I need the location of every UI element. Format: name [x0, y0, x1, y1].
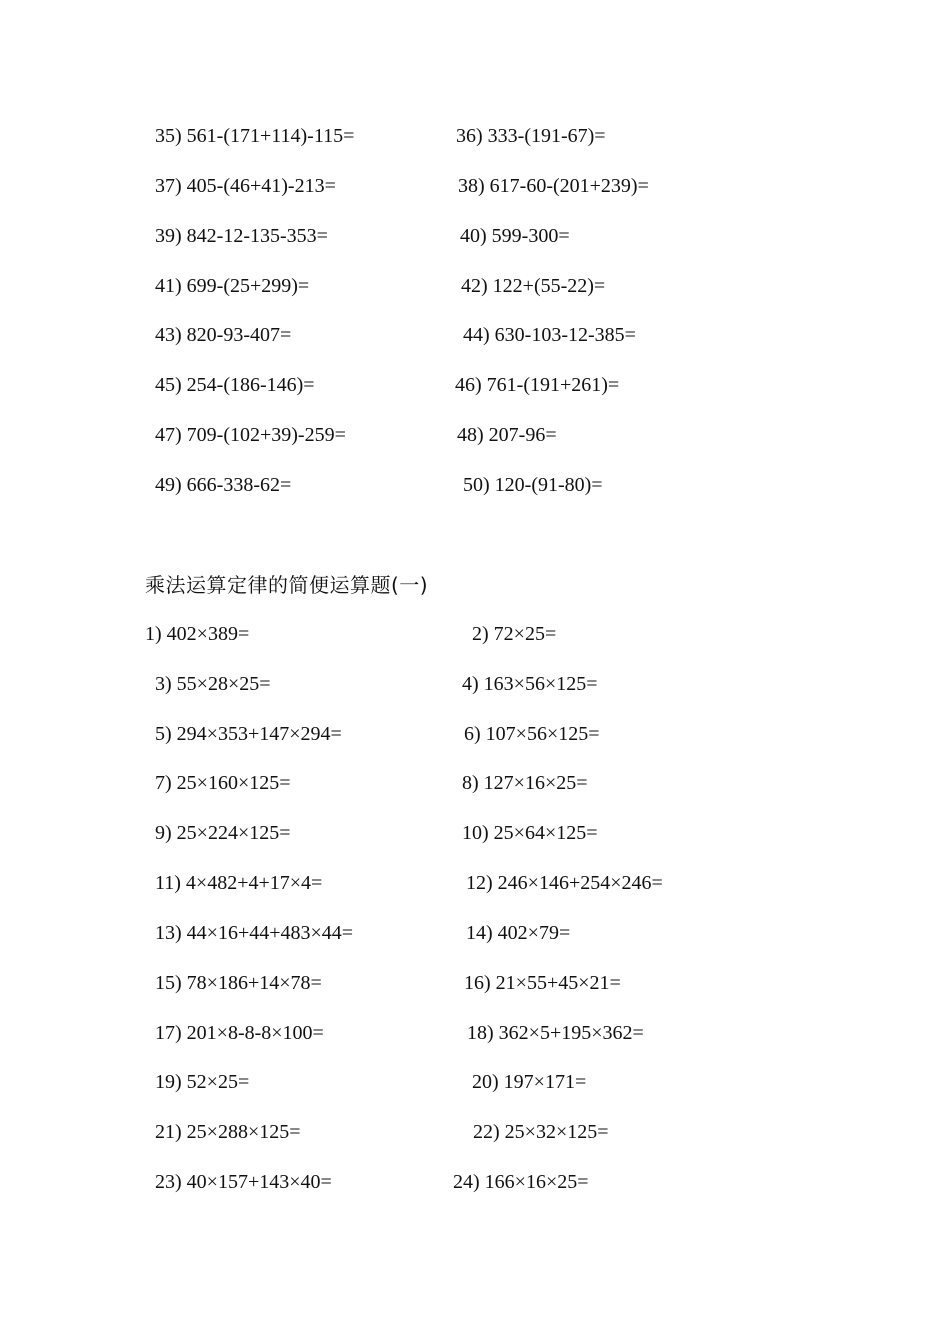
- mult-problem-8: 8) 127×16×25=: [462, 772, 588, 794]
- mult-problem-12: 12) 246×146+254×246=: [466, 872, 663, 894]
- problem-46: 46) 761-(191+261)=: [455, 374, 620, 396]
- problem-40: 40) 599-300=: [460, 225, 570, 247]
- mult-problem-17: 17) 201×8-8-8×100=: [155, 1022, 324, 1044]
- problem-44: 44) 630-103-12-385=: [463, 324, 636, 346]
- mult-problem-14: 14) 402×79=: [466, 922, 571, 944]
- problem-43: 43) 820-93-407=: [155, 324, 292, 346]
- mult-problem-24: 24) 166×16×25=: [453, 1171, 589, 1193]
- mult-problem-16: 16) 21×55+45×21=: [464, 972, 621, 994]
- problem-37: 37) 405-(46+41)-213=: [155, 175, 336, 197]
- problem-42: 42) 122+(55-22)=: [461, 275, 606, 297]
- mult-problem-20: 20) 197×171=: [472, 1071, 587, 1093]
- mult-problem-2: 2) 72×25=: [472, 623, 557, 645]
- problem-38: 38) 617-60-(201+239)=: [458, 175, 649, 197]
- mult-problem-11: 11) 4×482+4+17×4=: [155, 872, 323, 894]
- problem-48: 48) 207-96=: [457, 424, 557, 446]
- mult-problem-13: 13) 44×16+44+483×44=: [155, 922, 354, 944]
- mult-problem-21: 21) 25×288×125=: [155, 1121, 301, 1143]
- mult-problem-1: 1) 402×389=: [145, 623, 250, 645]
- mult-problem-4: 4) 163×56×125=: [462, 673, 598, 695]
- problem-35: 35) 561-(171+114)-115=: [155, 125, 355, 147]
- mult-problem-19: 19) 52×25=: [155, 1071, 250, 1093]
- problem-47: 47) 709-(102+39)-259=: [155, 424, 346, 446]
- mult-problem-6: 6) 107×56×125=: [464, 723, 600, 745]
- problem-41: 41) 699-(25+299)=: [155, 275, 310, 297]
- mult-problem-23: 23) 40×157+143×40=: [155, 1171, 332, 1193]
- mult-problem-5: 5) 294×353+147×294=: [155, 723, 342, 745]
- problem-39: 39) 842-12-135-353=: [155, 225, 328, 247]
- problem-36: 36) 333-(191-67)=: [456, 125, 606, 147]
- mult-problem-9: 9) 25×224×125=: [155, 822, 291, 844]
- problem-49: 49) 666-338-62=: [155, 474, 292, 496]
- mult-problem-18: 18) 362×5+195×362=: [467, 1022, 644, 1044]
- section-title: 乘法运算定律的简便运算题(一): [145, 573, 429, 597]
- mult-problem-22: 22) 25×32×125=: [473, 1121, 609, 1143]
- mult-problem-10: 10) 25×64×125=: [462, 822, 598, 844]
- mult-problem-15: 15) 78×186+14×78=: [155, 972, 322, 994]
- problem-50: 50) 120-(91-80)=: [463, 474, 603, 496]
- mult-problem-3: 3) 55×28×25=: [155, 673, 271, 695]
- mult-problem-7: 7) 25×160×125=: [155, 772, 291, 794]
- problem-45: 45) 254-(186-146)=: [155, 374, 315, 396]
